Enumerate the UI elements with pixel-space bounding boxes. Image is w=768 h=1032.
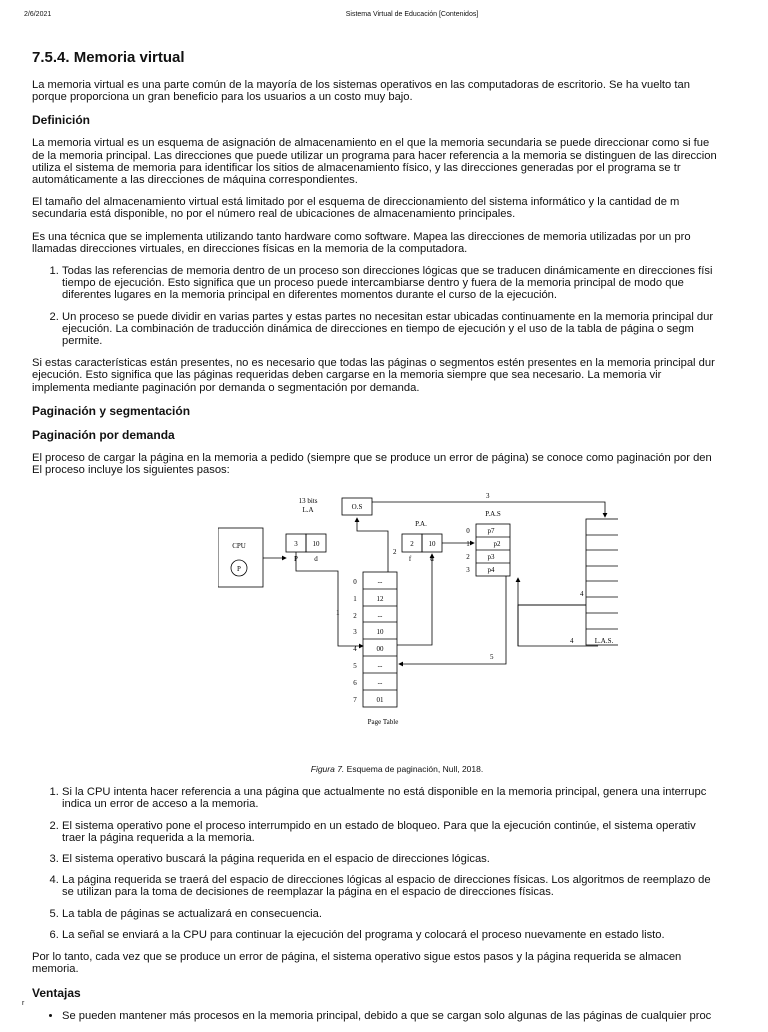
print-header [0, 11, 768, 23]
pt-value: -- [377, 662, 383, 671]
la-bits-label: 13 bits [298, 497, 318, 506]
definicion-paragraph-1: La memoria virtual es un esquema de asignación de almacenamiento en el que la memoria secundaria se puede direccionar como si fue de la memoria principal. Las direcciones que puede utilizar un programa para hacer referencia a la memoria se distinguen de las direccion utiliza el sistema de memoria para identificar los sitios de almacenamiento físico, y las direcciones generadas por el programa se tr automáticamente a las direcciones de máquina correspondientes. [32, 137, 717, 187]
paging-diagram [218, 486, 618, 759]
pas-index: 3 [466, 566, 470, 575]
list-item: 2. Un proceso se puede dividir en varias partes y estas partes no necesitan estar ubicadas continuamente en la memoria principal dur ejecución. La combinación de traducción dinámica de direcciones en tiempo de ejecución y el uso de la tabla de página o segm permite. [62, 311, 768, 348]
pt-value: 12 [376, 595, 384, 604]
demanda-heading: Paginación por demanda [32, 427, 175, 442]
list-item: 3. El sistema operativo buscará la página requerida en el espacio de direcciones lógicas. [62, 853, 768, 865]
process-label: P [237, 565, 241, 574]
pa-d-label: d [430, 555, 434, 564]
arrow-table-to-os [357, 518, 388, 572]
pas-row: p3 [487, 553, 495, 562]
caption-text: Esquema de paginación, Null, 2018. [344, 764, 484, 775]
list-item: 2. El sistema operativo pone el proceso interrumpido en un estado de bloqueo. Para que la ejecución continúe, el sistema operativ traer la página requerida a la memoria. [62, 820, 768, 844]
demanda-paragraph: El proceso de cargar la página en la memoria a pedido (siempre que se produce un error de página) se conoce como paginación por den El proceso incluye los siguientes pasos: [32, 451, 712, 477]
list-item: 1. Si la CPU intenta hacer referencia a una página que actualmente no está disponible en la memoria principal, genera una interrupc indica un error de acceso a la memoria. [62, 786, 768, 810]
document-content [32, 40, 768, 1032]
conclusion-paragraph: Por lo tanto, cada vez que se produce un error de página, el sistema operativo sigue estos pasos y la página requerida se almacen memoria. [32, 951, 682, 976]
step-number: 2 [393, 548, 397, 557]
list-item: • Se pueden mantener más procesos en la memoria principal, debido a que se cargan solo algunas de las páginas de cualquier proc [62, 1010, 768, 1022]
pa-f-label: f [408, 555, 412, 564]
pt-index: 3 [353, 628, 357, 637]
list-item: 6. La señal se enviará a la CPU para continuar la ejecución del programa y colocará el proceso nuevamente en estado listo. [62, 929, 768, 941]
list-item: 1. Todas las referencias de memoria dentro de un proceso son direcciones lógicas que se traducen dinámicamente en direcciones físi tiempo de ejecución. Esto significa que un proceso puede intercambiarse dentro y fuera de la memoria principal de modo que diferentes lugares en la memoria principal en diferentes momentos durante el curso de la ejecución. [62, 265, 768, 302]
os-label: O.S [351, 503, 363, 512]
paging-figure [32, 486, 768, 759]
pas-row: p4 [487, 566, 495, 575]
list-item: 4. La página requerida se traerá del espacio de direcciones lógicas al espacio de direcciones físicas. Los algoritmos de reemplazo de se utilizan para la toma de decisiones de reemplazar la página en el espacio de direcciones físicas. [62, 874, 768, 898]
pt-index: 1 [353, 595, 357, 604]
pt-index: 6 [353, 679, 357, 688]
step-number: 4 [570, 637, 574, 646]
las-label: L.A.S. [594, 637, 614, 646]
definicion-paragraph-3: Es una técnica que se implementa utilizando tanto hardware como software. Mapea las direcciones de memoria utilizadas por un pro llamadas direcciones virtuales, en direcciones físicas en la memoria de la computadora. [32, 230, 691, 255]
pa-offset-value: 10 [428, 540, 436, 549]
pt-index: 5 [353, 662, 357, 671]
pt-value: 10 [376, 628, 384, 637]
pa-label: P.A. [415, 520, 427, 529]
step-number: 4 [580, 590, 584, 599]
arrow-pas-to-table [399, 576, 506, 664]
la-p-label: P [294, 555, 298, 564]
pt-value: -- [377, 612, 383, 621]
cpu-label: CPU [232, 542, 246, 551]
page-table-values [377, 578, 385, 704]
page-table-indices [353, 578, 357, 704]
step-number: 1 [336, 609, 340, 618]
cpu-box [218, 528, 263, 587]
arrow-table-to-pa [397, 554, 432, 645]
caption-figure-label: Figura 7. [310, 764, 345, 775]
page-table-label: Page Table [367, 718, 399, 727]
pas-label: P.A.S [485, 510, 501, 519]
figure-caption [32, 764, 762, 774]
pas-row: p7 [487, 527, 495, 536]
pt-index: 7 [353, 696, 357, 705]
pas-index: 1 [466, 540, 470, 549]
intro-paragraph: La memoria virtual es una parte común de la mayoría de los sistemas operativos en las computadoras de escritorio. Se ha vuelto tan porque proporciona un gran beneficio para los usuarios a un costo muy bajo. [32, 79, 690, 104]
ventajas-list [32, 1010, 768, 1022]
step-number: 5 [490, 653, 494, 662]
print-date: 2/6/2021 [24, 11, 52, 18]
page-side-mark: r [22, 1000, 25, 1007]
pt-value: -- [377, 578, 383, 587]
print-title: Sistema Virtual de Educación [Contenidos] [345, 11, 479, 18]
pt-index: 4 [353, 645, 357, 654]
pt-value: -- [377, 679, 383, 688]
pa-frame-value: 2 [410, 540, 414, 549]
list-item: 5. La tabla de páginas se actualizará en consecuencia. [62, 908, 768, 920]
la-d-label: d [314, 555, 318, 564]
paginacion-heading: Paginación y segmentación [32, 403, 191, 418]
definicion-list [32, 265, 768, 347]
pas-index: 0 [466, 527, 470, 536]
definicion-paragraph-4: Si estas características están presentes, no es necesario que todas las páginas o segmentos estén presentes en la memoria principal dur ejecución. Esto significa que las páginas requeridas deben cargarse en la memoria siempre que sea necesario. La memoria vir implementa mediante paginación por demanda o segmentación por demanda. [32, 357, 715, 394]
ventajas-heading: Ventajas [32, 985, 81, 1000]
section-heading: 7.5.4. Memoria virtual [32, 49, 185, 66]
pas-row: p2 [493, 540, 501, 549]
pas-index: 2 [466, 553, 470, 562]
pt-value: 01 [376, 696, 384, 705]
la-page-value: 3 [294, 540, 298, 549]
pt-index: 2 [353, 612, 357, 621]
steps-list [32, 786, 768, 941]
pt-value: 00 [376, 645, 384, 654]
definicion-heading: Definición [32, 113, 91, 128]
pt-index: 0 [353, 578, 357, 587]
definicion-paragraph-2: El tamaño del almacenamiento virtual está limitado por el esquema de direccionamiento del sistema informático y la cantidad de m secundaria está disponible, no por el número real de ubicaciones de almacenamiento principales. [32, 196, 680, 221]
step-number: 3 [486, 492, 490, 501]
las-box [586, 519, 618, 645]
la-offset-value: 10 [312, 540, 320, 549]
la-label: L.A [302, 506, 314, 515]
